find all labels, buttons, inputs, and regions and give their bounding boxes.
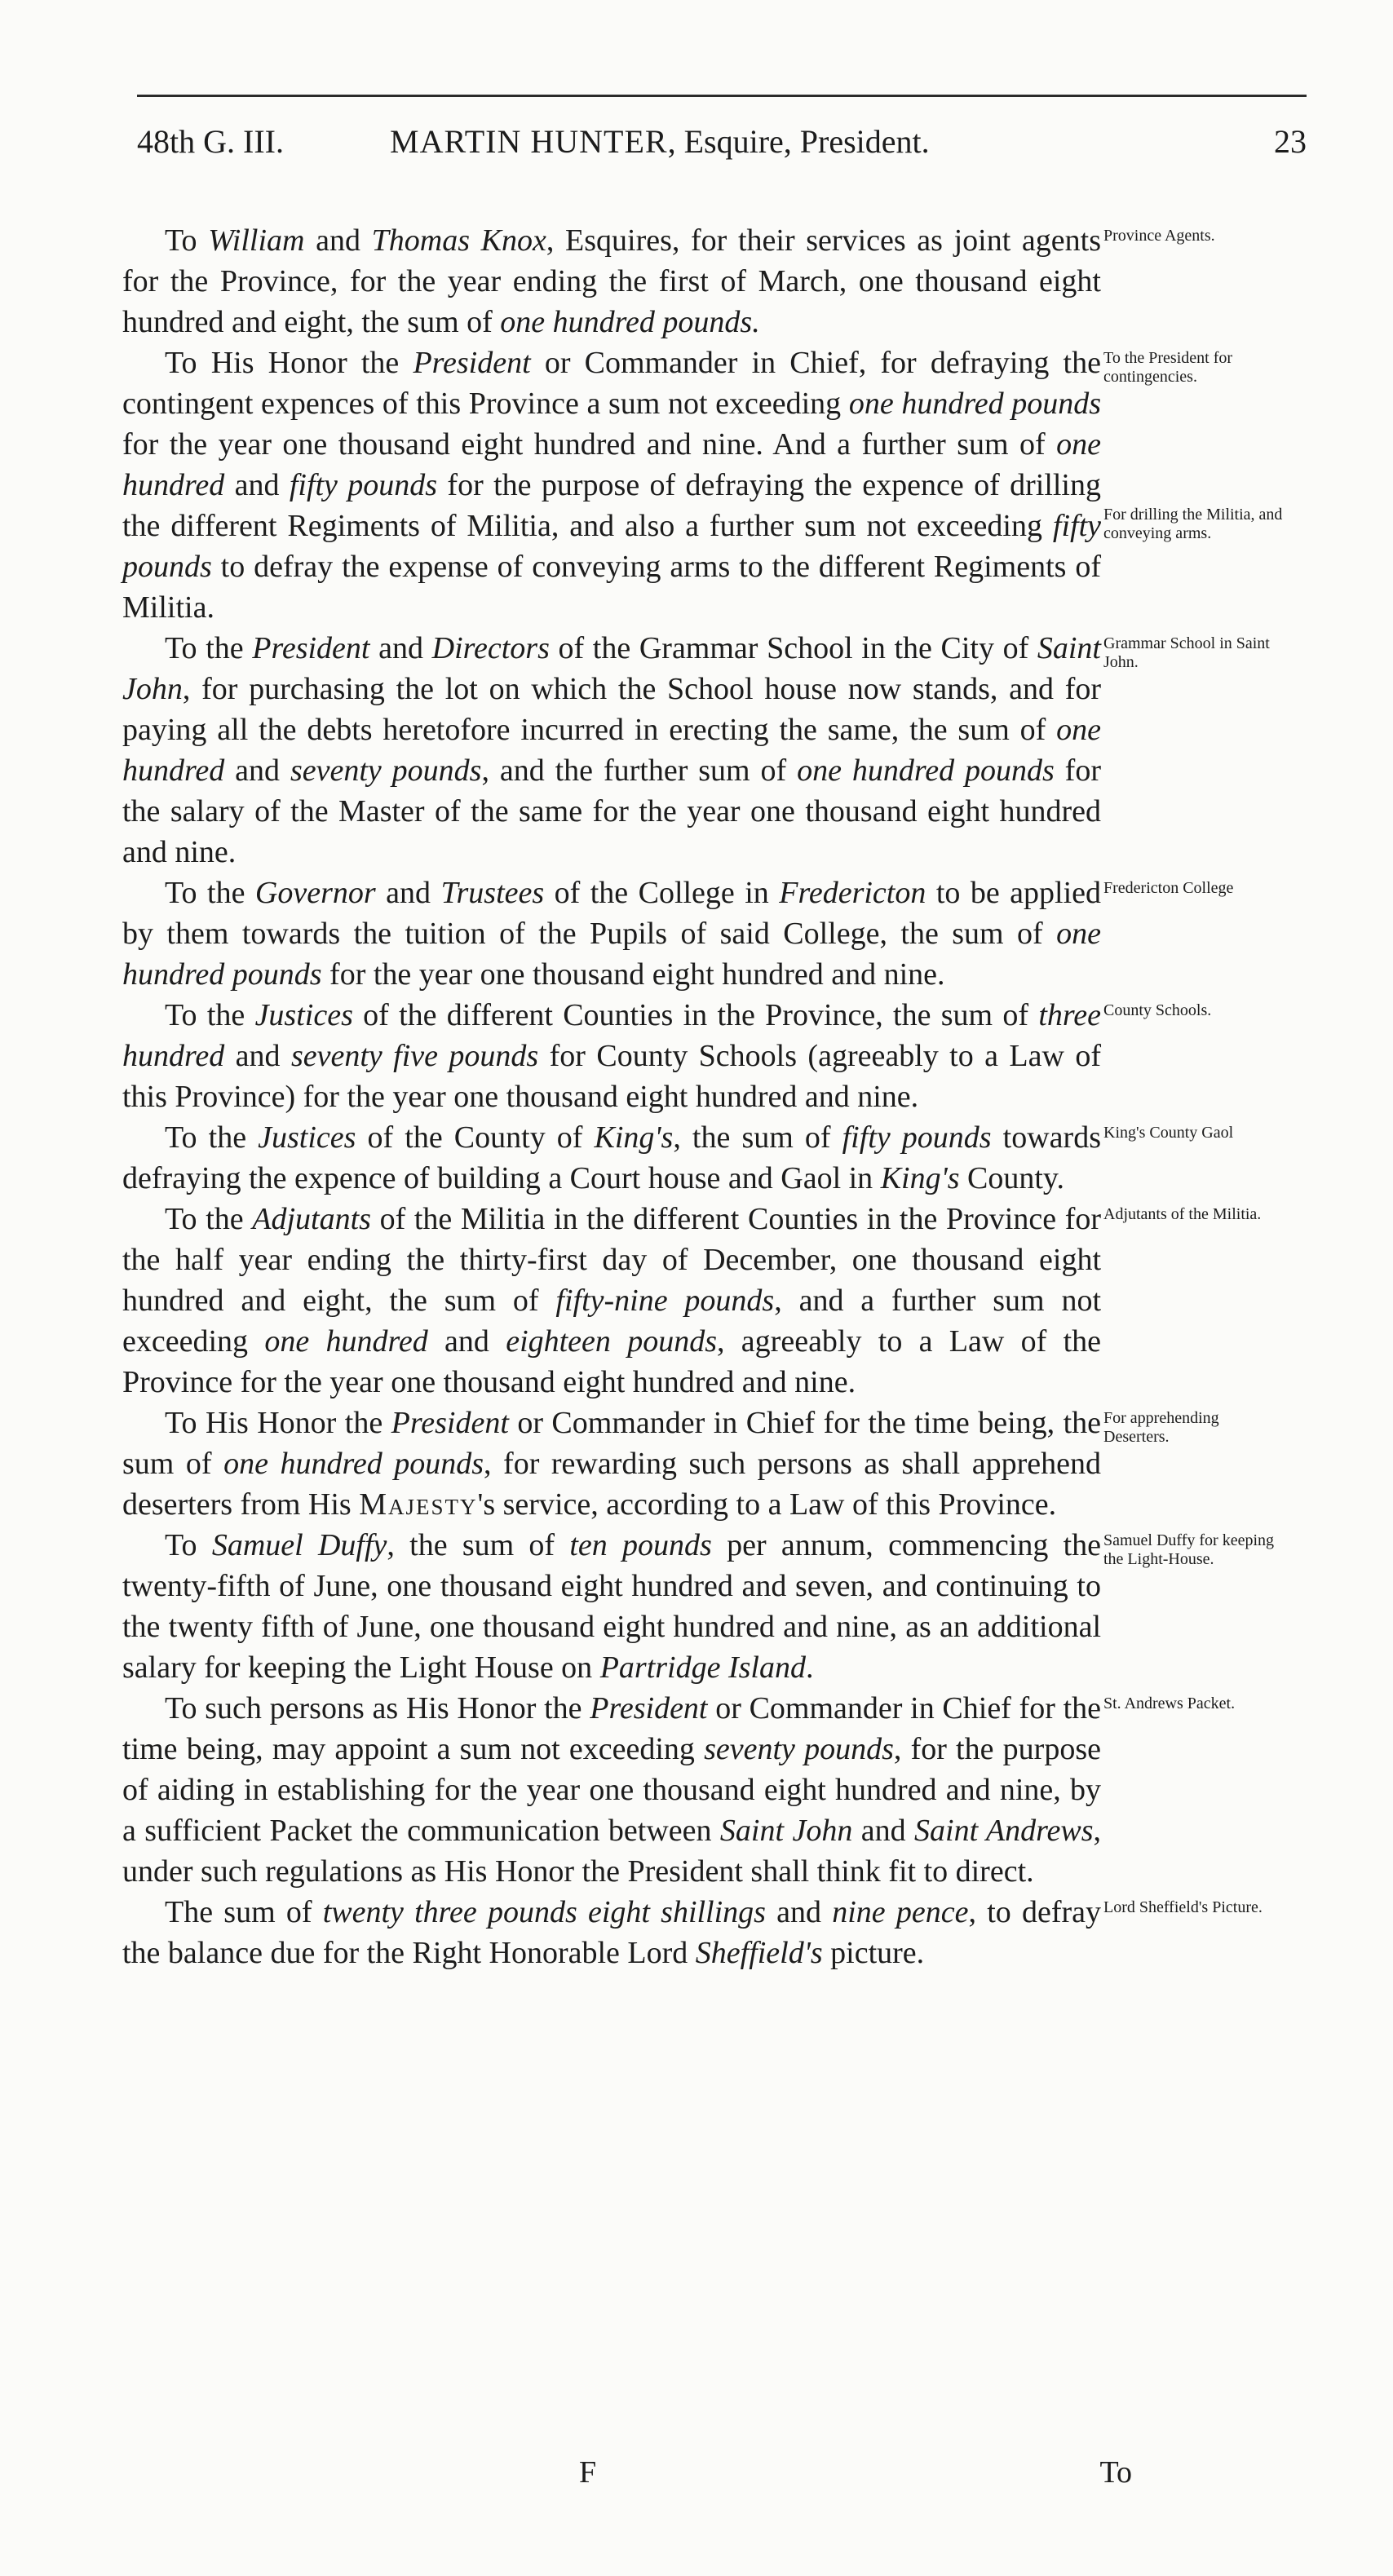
margin-note: St. Andrews Packet. [1103, 1695, 1236, 1712]
paragraph-text: , the sum of [673, 1120, 842, 1155]
appropriation-paragraph [122, 1199, 1262, 1403]
italic-text: Justices [258, 1120, 356, 1155]
italic-text: Directors [431, 631, 550, 665]
appropriation-paragraph [122, 873, 1234, 995]
italic-text: President [590, 1691, 708, 1725]
italic-text: fifty pounds [842, 1120, 992, 1155]
margin-note: Grammar School in Saint John. [1103, 634, 1270, 671]
paragraph-text: To the [165, 631, 253, 665]
appropriation-paragraph [122, 628, 1270, 873]
italic-text: Trustees [440, 876, 545, 910]
paragraph-text: to be applied by them towards the tuition of the Pupils of said College, the sum of [122, 876, 1101, 951]
paragraph-text: and [765, 1895, 833, 1929]
italic-text: President [391, 1406, 509, 1440]
paragraph-text: of the Militia in the different Counties in the Province for the half year ending the thirty-first day of December, one thousand eight hundred and eight, the sum of [122, 1202, 1102, 1318]
appropriation-paragraph [122, 220, 1215, 342]
italic-text: President [413, 346, 531, 380]
president-title: , Esquire, President. [667, 123, 930, 160]
paragraph-text: for the year one thousand eight hundred and nine. And a further sum of [122, 427, 1057, 462]
paragraph-text: , for purchasing the lot on which the School house now stands, and for paying all the debts heretofore incurred in erecting the same, the sum of [122, 672, 1101, 747]
paragraph-text: To such persons as His Honor the [165, 1691, 590, 1725]
italic-text: Sheffield's [695, 1936, 823, 1970]
appropriation-paragraph [122, 1117, 1234, 1199]
paragraph-text: for the year one thousand eight hundred and nine. [321, 957, 945, 992]
paragraph-text: of the different Counties in the Province, the sum of [352, 998, 1039, 1032]
italic-text: one hundred pounds [797, 753, 1055, 788]
italic-text: Governor [254, 876, 376, 910]
paragraph-text: To the [165, 1120, 259, 1155]
italic-text: Saint John [122, 631, 1101, 706]
italic-text: one hundred pounds [223, 1447, 484, 1481]
header-rule [137, 95, 1307, 97]
appropriation-paragraph [122, 1688, 1236, 1892]
paragraph-text: and [224, 753, 290, 788]
paragraph-text: To His Honor the [165, 346, 413, 380]
paragraph-text: , and a further sum not exceeding [122, 1284, 1102, 1359]
paragraph-text: To the [165, 1202, 253, 1236]
appropriation-paragraph [122, 1892, 1263, 1973]
italic-text: seventy pounds [290, 753, 482, 788]
paragraph-text: or Commander in Chief for the time being, may appoint a sum not exceeding [122, 1691, 1101, 1766]
italic-text: nine pence [832, 1895, 969, 1929]
catchword: To [1099, 2455, 1132, 2490]
paragraph-text: , agreeably to a Law of the Province for the year one thousand eight hundred and nine. [122, 1324, 1101, 1399]
italic-text: fifty-nine pounds [555, 1284, 775, 1318]
running-title [390, 122, 930, 161]
paragraph-text: County. [959, 1161, 1064, 1195]
paragraph-text: To the [165, 876, 255, 910]
margin-note: Samuel Duffy for keeping the Light-House. [1103, 1531, 1275, 1568]
paragraph-text: Majesty [359, 1487, 478, 1522]
italic-text: eighteen pounds [506, 1324, 718, 1359]
running-header [137, 122, 1307, 168]
paragraph-text: and [375, 876, 441, 910]
paragraph-text: to defray the expense of conveying arms to the different Regiments of Militia. [122, 550, 1101, 625]
italic-text: Thomas Knox [371, 223, 546, 258]
paragraph-text: and [224, 468, 290, 502]
italic-text: one hundred pounds [122, 917, 1101, 992]
margin-note: Province Agents. [1103, 227, 1215, 245]
appropriation-paragraph [122, 995, 1212, 1117]
paragraph-text: The sum of [165, 1895, 323, 1929]
margin-note: Lord Sheffield's Picture. [1103, 1898, 1263, 1916]
signature-mark: F [579, 2455, 597, 2490]
margin-note: For apprehending Deserters. [1103, 1409, 1219, 1446]
page-number: 23 [1274, 123, 1307, 160]
italic-text: William [208, 223, 305, 258]
paragraph-text: , under such regulations as His Honor the President shall think fit to direct. [122, 1814, 1101, 1889]
italic-text: one hundred [122, 713, 1101, 788]
italic-text: fifty pounds [122, 509, 1101, 584]
italic-text: King's [594, 1120, 674, 1155]
italic-text: King's [880, 1161, 960, 1195]
italic-text: fifty pounds [289, 468, 438, 502]
margin-note: Fredericton College [1103, 879, 1234, 897]
paragraph-text: To [165, 223, 209, 258]
paragraph-text: , and the further sum of [481, 753, 798, 788]
page-footer [122, 2454, 1132, 2495]
italic-text: Saint Andrews [914, 1814, 1094, 1848]
italic-text: three hundred [122, 998, 1101, 1073]
paragraph-text: , for rewarding such persons as shall apprehend deserters from His [122, 1447, 1102, 1522]
paragraph-text: and [427, 1324, 506, 1359]
paragraph-text: , to defray the balance due for the Right Honorable Lord [122, 1895, 1101, 1970]
margin-note: To the President for contingencies. [1103, 349, 1233, 386]
appropriation-paragraph [122, 1525, 1275, 1688]
italic-text: Saint John [719, 1814, 853, 1848]
italic-text: one hundred [264, 1324, 428, 1359]
appropriation-paragraph [122, 342, 1283, 628]
italic-text: Justices [254, 998, 353, 1032]
paragraph-text: for the salary of the Master of the same for the year one thousand eight hundred and nine. [122, 753, 1101, 869]
italic-text: seventy five pounds [290, 1039, 539, 1073]
paragraph-text: towards defraying the expence of building a Court house and Gaol in [122, 1120, 1101, 1195]
paragraph-text: 's service, according to a Law of this Province. [477, 1487, 1057, 1522]
italic-text: Samuel Duffy [211, 1528, 387, 1562]
paragraph-text: and [304, 223, 372, 258]
margin-note: King's County Gaol [1103, 1124, 1234, 1142]
paragraph-text: To the [165, 998, 255, 1032]
italic-text: ten pounds [569, 1528, 712, 1562]
paragraph-text: To [165, 1528, 212, 1562]
italic-text: one hundred pounds. [500, 305, 760, 339]
italic-text: one hundred pounds [848, 387, 1101, 421]
appropriation-paragraph [122, 1403, 1219, 1525]
paragraph-text: , for the purpose of aiding in establishing for the year one thousand eight hundred and nine, by a sufficient Packet the communication between [122, 1732, 1101, 1848]
paragraph-text: and [852, 1814, 915, 1848]
italic-text: Partridge Island [599, 1650, 806, 1685]
italic-text: President [252, 631, 370, 665]
regnal-year: 48th G. III. [137, 123, 284, 160]
paragraph-text: To His Honor the [165, 1406, 391, 1440]
italic-text: one hundred [122, 427, 1101, 502]
paragraph-text: and [224, 1039, 291, 1073]
paragraph-text: , the sum of [387, 1528, 570, 1562]
body-text [122, 220, 1283, 1973]
margin-note: Adjutants of the Militia. [1103, 1205, 1262, 1223]
paragraph-text: of the College in [544, 876, 780, 910]
paragraph-text: of the Grammar School in the City of [549, 631, 1037, 665]
paragraph-text: , Esquires, for their services as joint agents for the Province, for the year ending the first of March, one thousand eight hundred and eight, the sum of [122, 223, 1102, 339]
paragraph-text: for the purpose of defraying the expence of drilling the different Regiments of Militia, and also a further sum not exceeding [122, 468, 1101, 543]
italic-text: Fredericton [779, 876, 926, 910]
margin-note: County Schools. [1103, 1001, 1212, 1019]
paragraph-text: picture. [822, 1936, 925, 1970]
paragraph-text: per annum, commencing the twenty-fifth of June, one thousand eight hundred and seven, and continuing to the twenty fifth of June, one thousand eight hundred and nine, as an additional salary for keeping the Light House on [122, 1528, 1102, 1685]
margin-note: For drilling the Militia, and conveying arms. [1103, 506, 1283, 542]
paragraph-text: and [369, 631, 432, 665]
paragraph-text: of the County of [356, 1120, 595, 1155]
paragraph-text: for County Schools (agreeably to a Law of this Province) for the year one thousand eight hundred and nine. [122, 1039, 1101, 1114]
paragraph-text: or Commander in Chief for the time being, the sum of [122, 1406, 1101, 1481]
italic-text: twenty three pounds eight shillings [322, 1895, 766, 1929]
paragraph-text: . [805, 1650, 814, 1685]
italic-text: Adjutants [252, 1202, 371, 1236]
paragraph-text: or Commander in Chief, for defraying the contingent expences of this Province a sum not exceeding [122, 346, 1101, 421]
president-name: MARTIN HUNTER [390, 123, 668, 160]
italic-text: seventy pounds [704, 1732, 894, 1766]
